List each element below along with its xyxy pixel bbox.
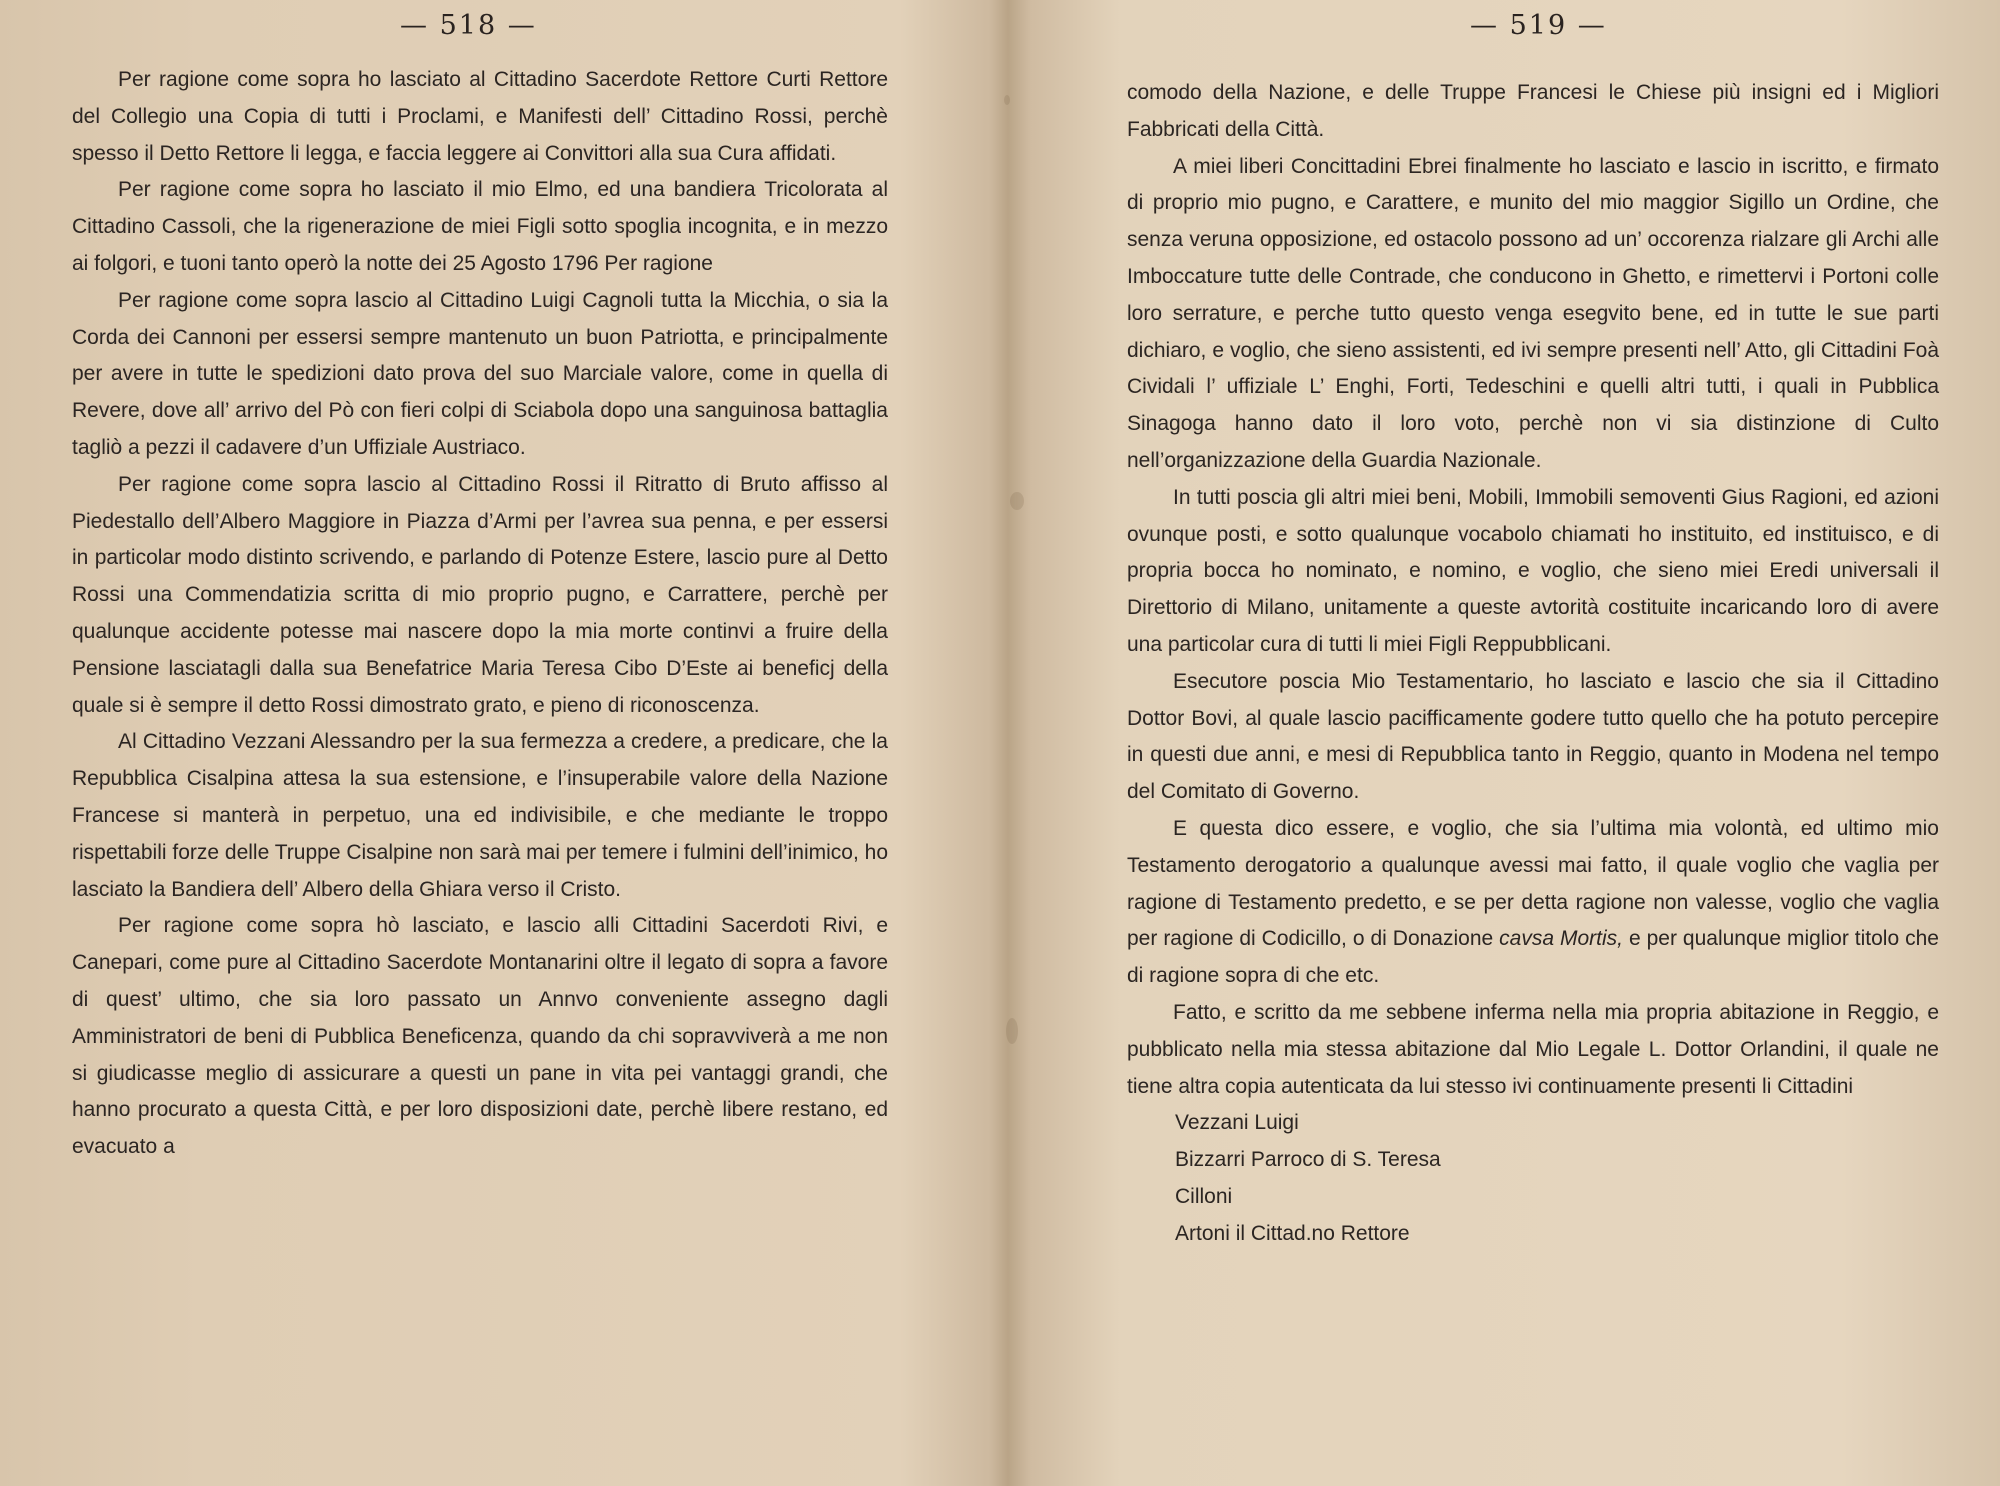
signatory: Artoni il Cittad.no Rettore xyxy=(1175,1221,1410,1245)
will-text: E questa dico essere, e voglio, che sia l’ultima mia volontà, ed ultimo mio Testamento derogatorio a qualunque avessi mai fatto, il quale voglio che vaglia per ragione di Testamento predetto, e se per detta ragione non valesse, voglio che vaglia per ragione di Codicillo, o di Donazione xyxy=(1127,816,1939,951)
paragraph: Per ragione come sopra lascio al Cittadino Rossi il Ritratto di Bruto affisso al Piedestallo dell’Albero Maggiore in Piazza d’Armi per l’avrea sua penna, e per essersi in particolar modo distinto scrivendo, e parlando di Potenze Estere, lascio pure al Detto Rossi una Commendatizia scritta di mio proprio pugno, e Carrattere, perchè per qualunque accidente potesse mai nascere dopo la mia morte continvi a fruire della Pensione lasciatagli dalla sua Benefatrice Maria Teresa Cibo D’Este ai beneficj della quale si è sempre il detto Rossi dimostrato grato, e pieno di riconoscenza. xyxy=(72,472,888,717)
will-paragraph xyxy=(1127,811,1939,995)
right-page-text xyxy=(1127,75,1939,1253)
paragraph: Per ragione come sopra lascio al Cittadino Luigi Cagnoli tutta la Micchia, o sia la Corda dei Cannoni per essersi sempre mantenuto un buon Patriotta, e principalmente per avere in tutte le spedizioni dato prova del suo Marciale valore, come in quella di Revere, dove all’ arrivo del Pò con fieri colpi di Sciabola dopo una sanguinosa battaglia tagliò a pezzi il cadavere d’un Uffiziale Austriaco. xyxy=(72,288,888,459)
paragraph: A miei liberi Concittadini Ebrei finalmente ho lasciato e lascio in iscritto, e firmato di proprio mio pugno, e Carattere, e munito del mio maggior Sigillo un Ordine, che senza veruna opposizione, ed ostacolo possono ad un’ occorenza rialzare gli Archi alle Imboccature tutte delle Contrade, che conducono in Ghetto, e rimettervi i Portoni colle loro serrature, e perche tutto questo venga esegvito bene, ed in tutte le sue parti dichiaro, e voglio, che sieno assistenti, ed ivi sempre presenti nell’ Atto, gli Cittadini Foà Cividali l’ uffiziale L’ Enghi, Forti, Tedeschini e quelli altri tutti, i quali in Pubblica Sinagoga hanno dato il loro voto, perchè non vi sia distinzione di Culto nell’organizzazione della Guardia Nazionale. xyxy=(1127,154,1939,472)
page-number: — 519 — xyxy=(1470,10,1607,41)
page-number: — 518 — xyxy=(400,10,537,41)
foxing-spot xyxy=(1006,1018,1018,1044)
signatory: Bizzarri Parroco di S. Teresa xyxy=(1175,1148,1441,1172)
paragraph: Per ragione come sopra hò lasciato, e lascio alli Cittadini Sacerdoti Rivi, e Canepari, come pure al Cittadino Sacerdote Montanarini oltre il legato di sopra a favore di quest’ ultimo, che sia loro passato un Annvo conveniente assegno dagli Amministratori de beni di Pubblica Beneficenza, quando da chi sopravviverà a me non si giudicasse meglio di assicurare a questi un pane in vita pei vantaggi grandi, che hanno procurato a questa Città, e per loro disposizioni date, perchè libere restano, ed evacuato a xyxy=(72,914,888,1159)
italic-phrase: cavsa Mortis, xyxy=(1499,927,1623,951)
right-page xyxy=(1000,0,2000,1486)
will-text-end: e per qualunque miglior titolo che di ragione sopra di che etc. xyxy=(1127,927,1939,988)
paragraph: Esecutore poscia Mio Testamentario, ho lasciato e lascio che sia il Cittadino Dottor Bovi, al quale lascio pacifficamente godere tutto quello che ha potuto percepire in questi due anni, e mesi di Repubblica tanto in Reggio, quanto in Modena nel tempo del Comitato di Governo. xyxy=(1127,669,1939,804)
continuation-text: comodo della Nazione, e delle Truppe Francesi le Chiese più insigni ed i Migliori Fabbricati della Città. xyxy=(1127,81,1939,141)
foxing-spot xyxy=(1010,492,1024,510)
paragraph: Per ragione come sopra ho lasciato al Cittadino Sacerdote Rettore Curti Rettore del Collegio una Copia di tutti i Proclami, e Manifesti dell’ Cittadino Rossi, perchè spesso il Detto Rettore li legga, e faccia leggere ai Convittori alla sua Cura affidati. xyxy=(72,68,888,165)
paragraph: In tutti poscia gli altri miei beni, Mobili, Immobili semoventi Gius Ragioni, ed azioni ovunque posti, e sotto qualunque vocabolo chiamati ho instituito, ed instituisco, e di propria bocca ho nominato, e nomino, e voglio, che sieno miei Eredi universali il Direttorio di Milano, unitamente a queste avtorità costituite incaricando loro di avere una particolar cura di tutti li miei Figli Reppubblicani. xyxy=(1127,485,1939,656)
left-page-text xyxy=(72,62,888,1166)
foxing-spot xyxy=(1004,95,1010,105)
signatory: Cilloni xyxy=(1175,1184,1233,1208)
paragraph: Per ragione come sopra ho lasciato il mio Elmo, ed una bandiera Tricolorata al Cittadino Cassoli, che la rigenerazione de miei Figli sotto spoglia incognita, e in mezzo ai folgori, e tuoni tanto operò la notte dei 25 Agosto 1796 Per ragione xyxy=(72,178,888,275)
closing-paragraph: Fatto, e scritto da me sebbene inferma nella mia propria abitazione in Reggio, e pubblicato nella mia stessa abitazione dal Mio Legale L. Dottor Orlandini, il quale ne tiene altra copia autenticata da lui stesso ivi continuamente presenti li Cittadini xyxy=(1127,1000,1939,1098)
left-page xyxy=(0,0,990,1486)
signatory: Vezzani Luigi xyxy=(1175,1111,1299,1135)
paragraph: Al Cittadino Vezzani Alessandro per la sua fermezza a credere, a predicare, che la Repubblica Cisalpina attesa la sua estensione, e l’insuperabile valore della Nazione Francese si manterà in perpetuo, una ed indivisibile, e che mediante le troppo rispettabili forze delle Truppe Cisalpine non sarà mai per temere i fulmini dell’inimico, ho lasciato la Bandiera dell’ Albero della Ghiara verso il Cristo. xyxy=(72,730,888,901)
